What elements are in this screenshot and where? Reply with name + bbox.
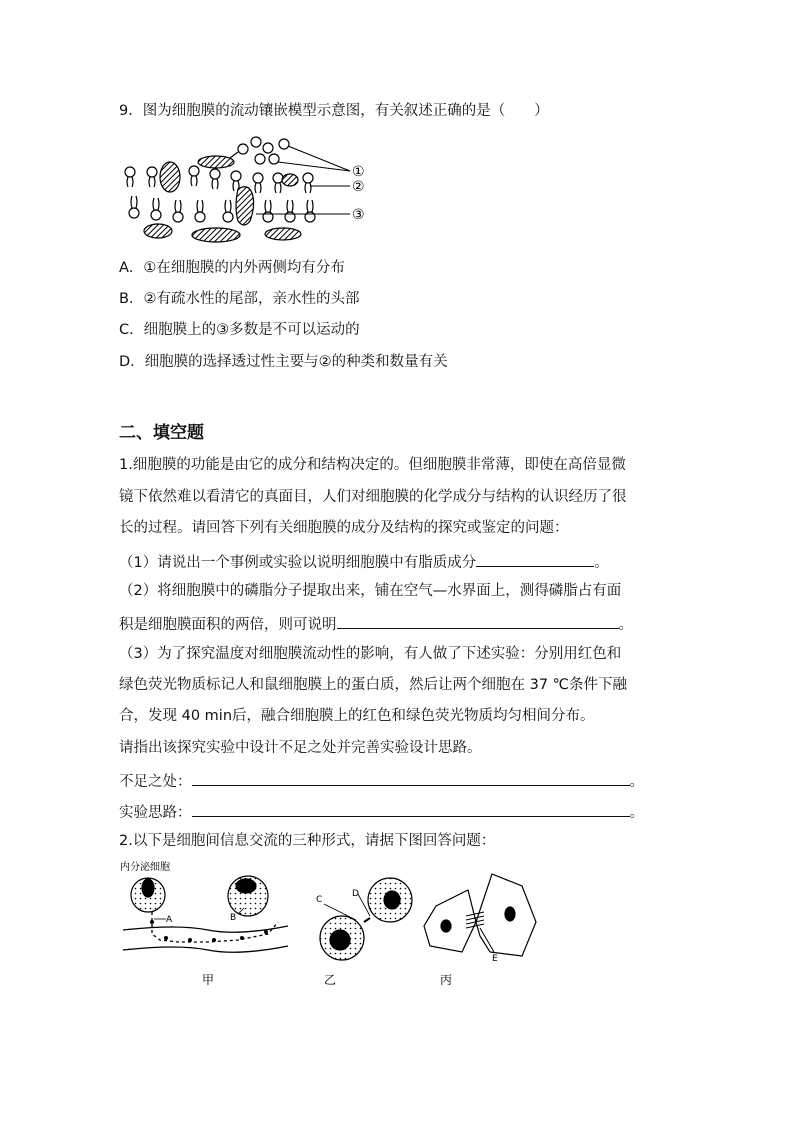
plant-cells-bing — [424, 874, 536, 956]
answer-blank-1[interactable] — [476, 550, 594, 567]
figure-label-2: ② — [352, 179, 365, 195]
fluid-mosaic-figure — [118, 134, 378, 246]
q1-sub3-line2: 绿色荧光物质标记人和鼠细胞膜上的蛋白质，然后让两个细胞在 37 ℃条件下融 — [119, 677, 627, 693]
endocrine-cell — [131, 878, 165, 912]
q1-sub3-line1: （3）为了探究温度对细胞膜流动性的影响，有人做了下述实验：分别用红色和 — [119, 646, 622, 662]
q1-intro-line2: 镜下依然难以看清它的真面目，人们对细胞膜的化学成分与结构的认识经历了很 — [119, 489, 627, 505]
lower-phospholipid-row — [129, 196, 315, 222]
caption-jia: 甲 — [202, 973, 215, 987]
figure-label-1: ① — [352, 164, 365, 180]
cell-yi-right — [368, 878, 412, 922]
label-c: C — [316, 895, 323, 905]
section-heading: 二、填空题 — [119, 423, 204, 443]
caption-bing: 丙 — [440, 973, 453, 987]
q1-sub1 — [119, 550, 609, 573]
deficiency-end: 。 — [629, 774, 644, 790]
q1-sub2-line1: （2）将细胞膜中的磷脂分子提取出来，铺在空气—水界面上，测得磷脂占有面 — [119, 583, 622, 599]
cell-communication-figure — [118, 856, 538, 992]
label-e: E — [492, 954, 498, 964]
q9-option-c: C．细胞膜上的③多数是不可以运动的 — [119, 322, 360, 338]
q9-stem: 9．图为细胞膜的流动镶嵌模型示意图，有关叙述正确的是（ ） — [119, 103, 549, 119]
answer-blank-3[interactable] — [192, 769, 630, 786]
caption-yi: 乙 — [324, 973, 337, 987]
label-a: A — [166, 915, 173, 925]
q1-sub1-end: 。 — [594, 555, 609, 571]
answer-blank-2[interactable] — [337, 612, 619, 629]
blood-vessel — [123, 912, 288, 952]
label-b: B — [230, 913, 237, 923]
endocrine-cell-label: 内分泌细胞 — [120, 862, 170, 873]
deficiency-row — [119, 769, 644, 792]
figure-label-3: ③ — [352, 207, 365, 223]
deficiency-label: 不足之处： — [119, 774, 192, 790]
q1-sub2-text: 积是细胞膜面积的两倍，则可说明 — [119, 617, 337, 633]
q9-option-b: B．②有疏水性的尾部，亲水性的头部 — [119, 291, 360, 307]
cell-yi-left — [320, 916, 364, 960]
q9-option-d: D．细胞膜的选择透过性主要与②的种类和数量有关 — [119, 354, 448, 370]
label-d: D — [352, 889, 359, 899]
design-row — [119, 800, 644, 823]
q2-stem: 2.以下是细胞间信息交流的三种形式，请据下图回答问题： — [119, 833, 496, 849]
q1-sub2-end: 。 — [618, 617, 633, 633]
glycoprotein-chain — [230, 137, 289, 164]
q1-sub2-line2 — [119, 612, 633, 635]
q9-option-a: A．①在细胞膜的内外两侧均有分布 — [119, 260, 345, 276]
design-label: 实验思路： — [119, 805, 192, 821]
design-end: 。 — [629, 805, 644, 821]
membrane-proteins — [144, 156, 301, 242]
q1-sub3-line4: 请指出该探究实验中设计不足之处并完善实验设计思路。 — [119, 740, 482, 756]
q1-intro-line1: 1.细胞膜的功能是由它的成分和结构决定的。但细胞膜非常薄，即使在高倍显微 — [119, 457, 626, 473]
answer-blank-4[interactable] — [192, 800, 630, 817]
target-cell-jia — [228, 876, 268, 916]
q1-sub1-text: （1）请说出一个事例或实验以说明细胞膜中有脂质成分 — [119, 555, 477, 571]
q1-intro-line3: 长的过程。请回答下列有关细胞膜的成分及结构的探究或鉴定的问题： — [119, 520, 569, 536]
q1-sub3-line3: 合，发现 40 min后，融合细胞膜上的红色和绿色荧光物质均匀相间分布。 — [119, 708, 595, 724]
